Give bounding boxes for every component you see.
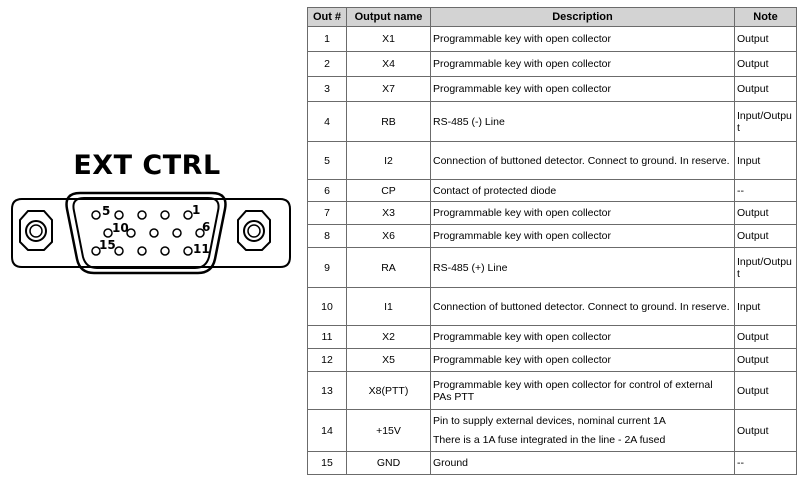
pin-number: 14	[308, 410, 347, 452]
table-row	[308, 27, 797, 52]
description	[431, 372, 735, 410]
output-name: X6	[347, 225, 431, 248]
table-row	[308, 142, 797, 180]
header-out-number: Out #	[308, 8, 347, 27]
description-line: Ground	[433, 457, 469, 469]
table-row	[308, 202, 797, 225]
description-line: Programmable key with open collector	[433, 83, 611, 95]
description-line: Contact of protected diode	[433, 184, 557, 197]
note: Input	[735, 142, 797, 180]
output-name: X1	[347, 27, 431, 52]
description-line: Programmable key with open collector	[433, 33, 611, 45]
table-row	[308, 225, 797, 248]
description-line: Programmable key with open collector	[433, 58, 611, 70]
pin-number: 3	[308, 77, 347, 102]
pin-number: 13	[308, 372, 347, 410]
note: Input/Output	[735, 102, 797, 142]
output-name: GND	[347, 452, 431, 475]
output-name: RA	[347, 248, 431, 288]
pin-label-1: 1	[192, 203, 201, 217]
description	[431, 326, 735, 349]
note: Output	[735, 52, 797, 77]
note: Input	[735, 288, 797, 326]
table-row	[308, 288, 797, 326]
pin-number: 2	[308, 52, 347, 77]
pin-number: 5	[308, 142, 347, 180]
pin-label-5: 5	[102, 204, 111, 218]
note: Input/Output	[735, 248, 797, 288]
table-row	[308, 326, 797, 349]
description	[431, 52, 735, 77]
output-name: CP	[347, 180, 431, 202]
description	[431, 349, 735, 372]
output-name: X3	[347, 202, 431, 225]
description	[431, 180, 735, 202]
description	[431, 142, 735, 180]
pin-number: 15	[308, 452, 347, 475]
description-line: Programmable key with open collector	[433, 354, 611, 366]
description	[431, 288, 735, 326]
description	[431, 77, 735, 102]
description-line: There is a 1A fuse integrated in the line - 2A fused	[433, 434, 666, 446]
pin-label-15: 15	[99, 238, 116, 252]
pin-number: 10	[308, 288, 347, 326]
header-note: Note	[735, 8, 797, 27]
description-line: RS-485 (-) Line	[433, 115, 505, 128]
output-name: X2	[347, 326, 431, 349]
pin-number: 8	[308, 225, 347, 248]
table-row	[308, 52, 797, 77]
header-description: Description	[431, 8, 735, 27]
table-row	[308, 180, 797, 202]
description-line: Programmable key with open collector	[433, 331, 611, 343]
output-name: X4	[347, 52, 431, 77]
left-screw-icon	[20, 211, 52, 250]
description-line: Connection of buttoned detector. Connect to ground. In reserve.	[433, 154, 730, 167]
description-line: RS-485 (+) Line	[433, 261, 508, 274]
output-name: X8(PTT)	[347, 372, 431, 410]
description	[431, 410, 735, 452]
connector-panel	[0, 0, 300, 495]
table-row	[308, 349, 797, 372]
pin-label-10: 10	[112, 221, 129, 235]
table-row	[308, 372, 797, 410]
note: Output	[735, 326, 797, 349]
note: Output	[735, 202, 797, 225]
note: Output	[735, 77, 797, 102]
description	[431, 248, 735, 288]
output-name: I2	[347, 142, 431, 180]
pin-label-11: 11	[193, 242, 210, 256]
pin-number: 1	[308, 27, 347, 52]
header-output-name: Output name	[347, 8, 431, 27]
table-row	[308, 102, 797, 142]
description-line: Programmable key with open collector	[433, 207, 611, 219]
description	[431, 225, 735, 248]
description	[431, 202, 735, 225]
description-line: Connection of buttoned detector. Connect to ground. In reserve.	[433, 300, 730, 313]
table-row	[308, 410, 797, 452]
description	[431, 102, 735, 142]
note: Output	[735, 349, 797, 372]
pin-number: 7	[308, 202, 347, 225]
description	[431, 27, 735, 52]
pin-number: 12	[308, 349, 347, 372]
description-line: Programmable key with open collector for control of external PAs PTT	[433, 378, 713, 403]
db15-connector-diagram	[0, 185, 300, 285]
note: --	[735, 180, 797, 202]
connector-title: EXT CTRL	[73, 150, 221, 181]
output-name: +15V	[347, 410, 431, 452]
pin-number: 11	[308, 326, 347, 349]
description-line: Programmable key with open collector	[433, 230, 611, 242]
table-row	[308, 452, 797, 475]
right-screw-icon	[238, 211, 270, 250]
description	[431, 452, 735, 475]
note: Output	[735, 410, 797, 452]
pinout-table	[307, 7, 797, 475]
pin-number: 9	[308, 248, 347, 288]
note: Output	[735, 372, 797, 410]
pin-label-6: 6	[202, 220, 211, 234]
description-line: Pin to supply external devices, nominal current 1A	[433, 415, 666, 427]
output-name: X5	[347, 349, 431, 372]
output-name: RB	[347, 102, 431, 142]
table-row	[308, 248, 797, 288]
pin-number: 6	[308, 180, 347, 202]
note: Output	[735, 27, 797, 52]
note: Output	[735, 225, 797, 248]
pin-number: 4	[308, 102, 347, 142]
output-name: I1	[347, 288, 431, 326]
note: --	[735, 452, 797, 475]
table-header-row	[308, 8, 797, 27]
output-name: X7	[347, 77, 431, 102]
table-row	[308, 77, 797, 102]
